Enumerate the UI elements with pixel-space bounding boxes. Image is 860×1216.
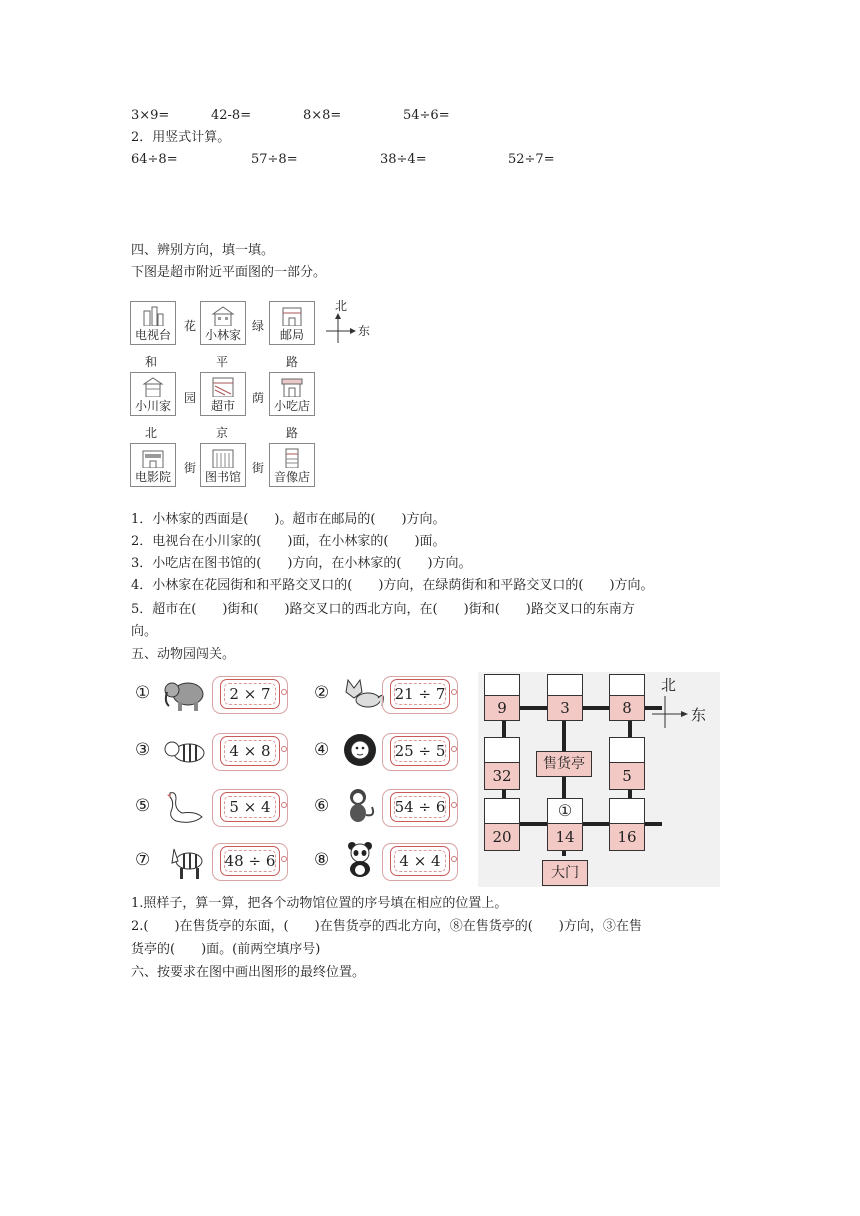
expression-card: 2 × 7: [220, 679, 280, 709]
answer-box[interactable]: [609, 737, 645, 763]
shop-icon: [280, 376, 304, 397]
oral-calc-1: 3×9=: [131, 108, 170, 123]
oral-calc-3: 8×8=: [303, 108, 342, 123]
zoo-value: 9: [484, 695, 520, 721]
lion-icon: [340, 731, 386, 769]
post-office-icon: [280, 305, 304, 326]
zoo-value: 20: [484, 823, 520, 851]
expression-card: 48 ÷ 6: [220, 846, 280, 876]
section6-title: 六、按要求在图中画出图形的最终位置。: [131, 965, 366, 980]
zoo-value: 3: [547, 695, 583, 721]
expression-card: 21 ÷ 7: [390, 679, 450, 709]
zoo-value: 8: [609, 695, 645, 721]
house-icon: [211, 305, 235, 326]
supermarket-icon: [211, 376, 235, 397]
building-cinema: [130, 443, 176, 487]
item-number: ④: [314, 740, 330, 760]
zebra-icon: [162, 843, 208, 881]
road-char: 绿: [252, 319, 265, 333]
compass-north-label: 北: [335, 299, 348, 313]
expression-card: 25 ÷ 5: [390, 736, 450, 766]
road-char: 北: [145, 426, 158, 440]
zoo-map: [478, 672, 720, 887]
item-number: ⑤: [135, 796, 151, 816]
goose-icon: [162, 789, 208, 827]
tiger-icon: [162, 733, 208, 771]
road-char: 路: [286, 355, 299, 369]
cinema-icon: [141, 447, 165, 468]
building-label: 小吃店: [273, 399, 310, 413]
road-char: 和: [145, 355, 158, 369]
oral-calc-4: 54÷6=: [403, 108, 450, 123]
answer-box[interactable]: [609, 798, 645, 824]
building-post-office: [269, 301, 315, 345]
oral-calc-2: 42-8=: [211, 108, 252, 123]
answer-box[interactable]: [484, 674, 520, 696]
building-xiaochuan-home: [130, 372, 176, 416]
elephant-icon: [162, 676, 208, 714]
kiosk-label: 售货亭: [536, 751, 592, 777]
vertical-calc-4: 52÷7=: [508, 152, 555, 167]
zoo-value: 14: [547, 823, 583, 851]
compass-icon: [650, 694, 690, 730]
building-tv-station: [130, 301, 176, 345]
gate-label: 大门: [542, 860, 588, 886]
answer-box[interactable]: [484, 737, 520, 763]
compass-east-label: 东: [358, 324, 371, 338]
building-snack-shop: [269, 372, 315, 416]
item-number: ①: [135, 683, 151, 703]
expression-card: 4 × 4: [390, 846, 450, 876]
section4-title: 四、辨别方向，填一填。: [131, 243, 275, 258]
compass-icon: [324, 313, 358, 347]
expression-card: 4 × 8: [220, 736, 280, 766]
section4-q5: 5．超市在( )街和( )路交叉口的西北方向，在( )街和( )路交叉口的东南方: [131, 602, 635, 617]
example-answer: ①: [547, 798, 583, 824]
section4-q2: 2．电视台在小川家的( )面，在小林家的( )面。: [131, 534, 446, 549]
zoo-value: 5: [609, 762, 645, 790]
road-char: 花: [184, 319, 197, 333]
section5-q2-cont: 货亭的( )面。(前两空填序号): [131, 942, 321, 957]
road-char: 街: [252, 461, 265, 475]
building-label: 图书馆: [204, 470, 241, 484]
section4-q5-cont: 向。: [131, 624, 158, 639]
answer-box[interactable]: [547, 674, 583, 696]
panda-icon: [340, 840, 386, 878]
building-video-store: [269, 443, 315, 487]
building-label: 超市: [210, 399, 235, 413]
library-icon: [211, 447, 235, 468]
fox-icon: [340, 676, 386, 714]
road-char: 平: [216, 355, 229, 369]
section5-q1: 1.照样子，算一算，把各个动物馆位置的序号填在相应的位置上。: [131, 896, 508, 911]
road-char: 荫: [252, 391, 265, 405]
road-char: 路: [286, 426, 299, 440]
building-label: 音像店: [273, 470, 310, 484]
road-char: 街: [184, 461, 197, 475]
tv-tower-icon: [141, 305, 165, 326]
video-store-icon: [280, 447, 304, 468]
question-vertical-calc: 2．用竖式计算。: [131, 130, 231, 145]
expression-card: 5 × 4: [220, 792, 280, 822]
section5-title: 五、动物园闯关。: [131, 647, 236, 662]
monkey-icon: [340, 787, 386, 825]
vertical-calc-2: 57÷8=: [251, 152, 298, 167]
building-library: [200, 443, 246, 487]
house-icon: [141, 376, 165, 397]
section4-q3: 3．小吃店在图书馆的( )方向，在小林家的( )方向。: [131, 556, 472, 571]
building-xiaolin-home: [200, 301, 246, 345]
road-char: 京: [216, 426, 229, 440]
item-number: ⑥: [314, 796, 330, 816]
compass-north-label: 北: [661, 676, 677, 694]
section4-q1: 1．小林家的西面是( )。超市在邮局的( )方向。: [131, 512, 446, 527]
section4-q4: 4．小林家在花园街和和平路交叉口的( )方向，在绿荫街和和平路交叉口的( )方向。: [131, 578, 654, 593]
vertical-calc-1: 64÷8=: [131, 152, 178, 167]
building-label: 小林家: [204, 328, 241, 342]
item-number: ⑧: [314, 850, 330, 870]
answer-box[interactable]: [609, 674, 645, 696]
zoo-value: 32: [484, 762, 520, 790]
section5-q2: 2.( )在售货亭的东面，( )在售货亭的西北方向，⑧在售货亭的( )方向，③在售: [131, 919, 642, 934]
item-number: ②: [314, 683, 330, 703]
building-label: 电影院: [134, 470, 171, 484]
item-number: ③: [135, 740, 151, 760]
section4-intro: 下图是超市附近平面图的一部分。: [131, 265, 327, 280]
expression-card: 54 ÷ 6: [390, 792, 450, 822]
building-label: 小川家: [134, 399, 171, 413]
item-number: ⑦: [135, 850, 151, 870]
building-label: 邮局: [279, 328, 304, 342]
road-char: 园: [184, 391, 197, 405]
supermarket-map: [128, 295, 373, 500]
zoo-value: 16: [609, 823, 645, 851]
building-supermarket: [200, 372, 246, 416]
building-label: 电视台: [134, 328, 171, 342]
vertical-calc-3: 38÷4=: [380, 152, 427, 167]
answer-box[interactable]: [484, 798, 520, 824]
compass-east-label: 东: [691, 706, 707, 724]
